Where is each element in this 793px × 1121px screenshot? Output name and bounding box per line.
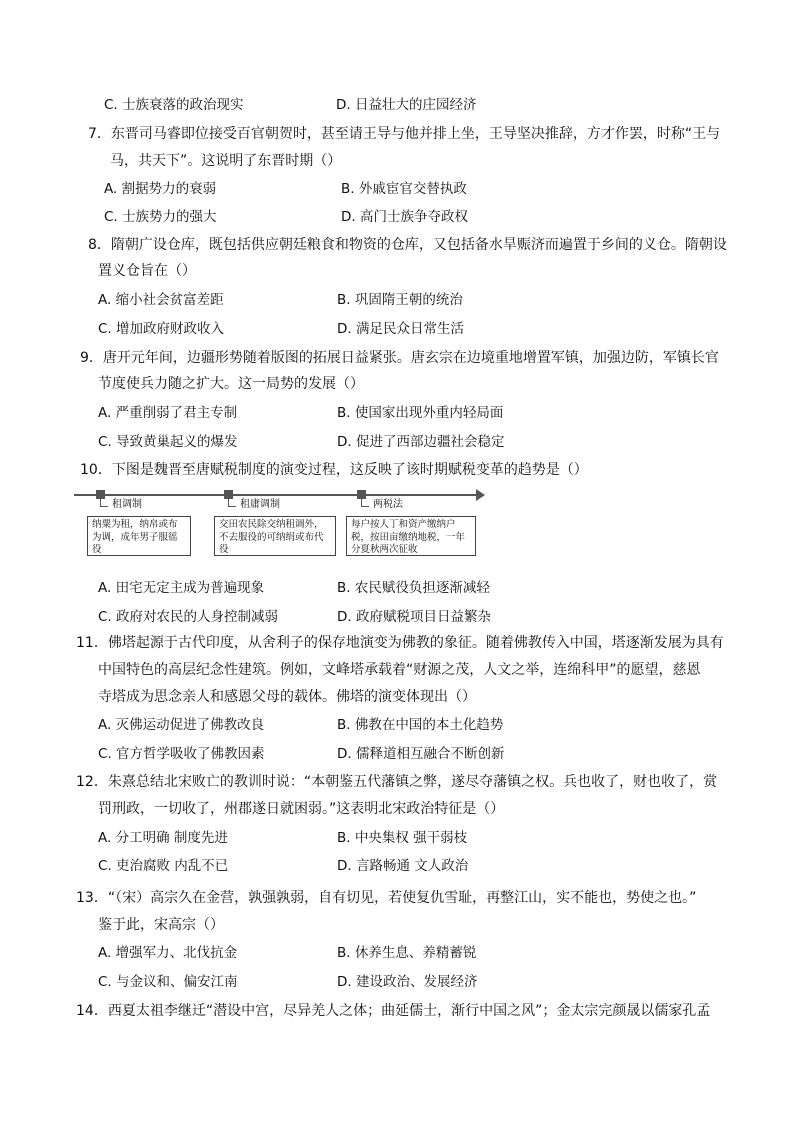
option-a: A. 严重削弱了君主专制 [98,405,238,421]
option-a: A. 田宅无定主成为普遍现象 [98,580,265,596]
timeline-axis [74,494,482,496]
option-d: D. 政府赋税项目日益繁杂 [337,609,491,625]
option-b: B. 巩固隋王朝的统治 [337,292,463,308]
option-a: A. 增强军力、北伐抗金 [98,945,238,961]
timeline-box-zuyongdiao: 交田农民除交纳租调外，不去服役的可纳绢或布代役 [214,516,336,556]
timeline-connector [228,506,236,507]
question-14-text: 14．西夏太祖李继迁“潜设中宫，尽异羌人之体；曲延儒士，渐行中国之风”；金太宗完颜晟以儒家孔孟 [76,1003,711,1019]
option-a: A. 分工明确 制度先进 [98,830,228,846]
option-c: C. 增加政府财政收入 [98,321,225,337]
option-b: B. 中央集权 强干弱枝 [337,830,468,846]
option-d: D. 促进了西部边疆社会稳定 [337,434,505,450]
option-b: B. 外戚宦官交替执政 [341,181,467,197]
question-8-text: 置义仓旨在（） [98,263,196,279]
option-b: B. 农民赋役负担逐渐减轻 [337,580,490,596]
timeline-label-zuyongdiao: 租庸调制 [240,499,280,510]
option-d: D. 高门士族争夺政权 [341,209,468,225]
option-a: A. 灭佛运动促进了佛教改良 [98,717,265,733]
tax-system-timeline [74,486,484,572]
option-a: A. 割据势力的衰弱 [104,181,217,197]
option-b: B. 使国家出现外重内轻局面 [337,405,504,421]
timeline-label-liangshui: 两税法 [373,499,403,510]
option-b: B. 佛教在中国的本土化趋势 [337,717,504,733]
option-c: C. 导致黄巢起义的爆发 [98,434,238,450]
option-c: C. 官方哲学吸收了佛教因素 [98,746,265,762]
option-c: C. 士族势力的强大 [104,209,217,225]
option-c: C. 政府对农民的人身控制减弱 [98,609,279,625]
option-c: C. 吏治腐败 内乱不已 [98,858,229,874]
question-13-text: 13．“（宋）高宗久在金营，孰强孰弱，自有切见，若使复仇雪耻，再整江山，实不能也，势使之也。” [76,890,697,906]
option-d: D. 满足民众日常生活 [337,321,464,337]
question-11-text: 中国特色的高层纪念性建筑。例如，文峰塔承载着“财源之茂，人文之举，连绵科甲”的愿望，慈恩 [98,662,701,678]
timeline-node [224,490,233,499]
question-11-text: 11．佛塔起源于古代印度，从舍利子的保存地演变为佛教的象征。随着佛教传入中国，塔逐渐发展为具有 [76,635,724,651]
timeline-label-zudiao: 租调制 [112,499,142,510]
option-c: C. 士族衰落的政治现实 [104,97,244,113]
option-b: B. 休养生息、养精蓄锐 [337,945,477,961]
question-7-text: 马，共天下”。这说明了东晋时期（） [110,153,342,169]
timeline-node [357,490,366,499]
option-d: D. 建设政治、发展经济 [337,974,478,990]
timeline-connector [361,506,369,507]
option-d: D. 言路畅通 文人政治 [337,858,469,874]
timeline-connector [100,506,108,507]
question-10-text: 10．下图是魏晋至唐赋税制度的演变过程，这反映了该时期赋税变革的趋势是（） [80,462,588,478]
question-9-text: 节度使兵力随之扩大。这一局势的发展（） [98,376,364,392]
question-8-text: 8．隋朝广设仓库，既包括供应朝廷粮食和物资的仓库，又包括备水旱赈济而遍置于乡间的义仓。隋朝设 [88,237,727,253]
option-c: C. 与金议和、偏安江南 [98,974,238,990]
option-a: A. 缩小社会贫富差距 [98,292,224,308]
option-d: D. 儒释道相互融合不断创新 [337,746,505,762]
option-d: D. 日益壮大的庄园经济 [336,97,477,113]
question-13-text: 鉴于此，宋高宗（） [98,917,224,933]
question-12-text: 12．朱熹总结北宋败亡的教训时说：“本朝鉴五代藩镇之弊，遂尽夺藩镇之权。兵也收了，财也收了，赏 [76,774,718,790]
question-9-text: 9．唐开元年间，边疆形势随着版图的拓展日益紧张。唐玄宗在边境重地增置军镇，加强边防，军镇长官 [80,350,719,366]
timeline-box-liangshui: 每户按人丁和资产缴纳户税，按田亩缴纳地税，一年分夏秋两次征收 [346,516,476,556]
question-7-text: 7．东晋司马睿即位接受百官朝贺时，甚至请王导与他并排上坐，王导坚决推辞，方才作罢，时称“王与 [88,126,721,142]
timeline-arrow-icon [476,489,485,501]
question-11-text: 寺塔成为思念亲人和感恩父母的载体。佛塔的演变体现出（） [98,689,476,705]
timeline-box-zudiao: 纳粟为租，纳帛或布为调，成年男子服徭役 [87,516,191,556]
question-12-text: 罚刑政，一切收了，州郡遂日就困弱。”这表明北宋政治特征是（） [98,801,505,817]
timeline-node [96,490,105,499]
